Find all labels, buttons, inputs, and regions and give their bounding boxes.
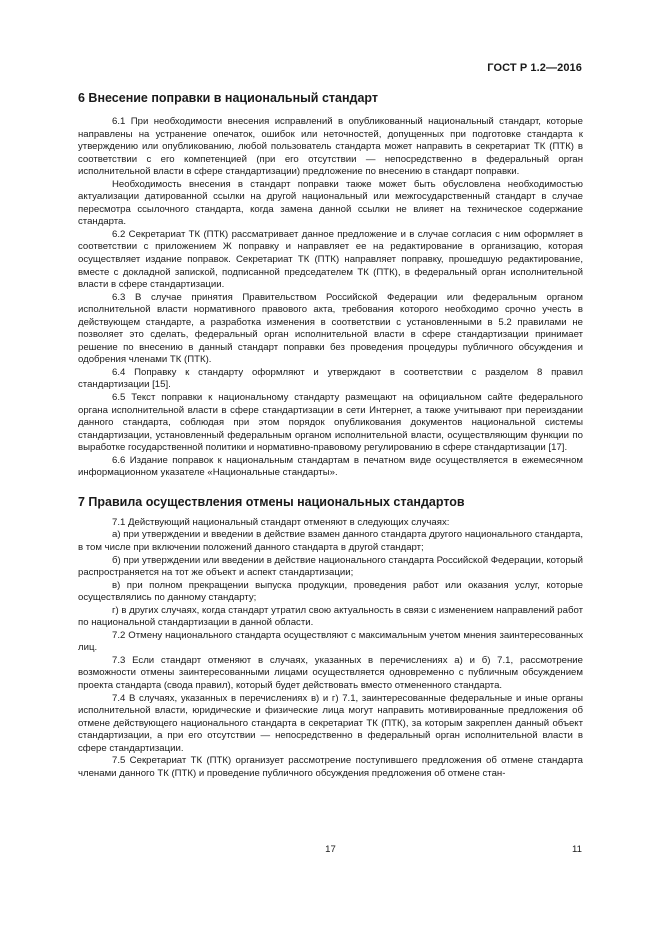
list-item: в) при полном прекращении выпуска продукции, проведения работ или оказания услуг, которые осуществлялись по данному стандарту; bbox=[78, 579, 583, 604]
paragraph: 7.5 Секретариат ТК (ПТК) организует рассмотрение поступившего предложения об отмене стандарта членами данного ТК (ПТК) и проведение публичного обсуждения предложения об отмене стан- bbox=[78, 755, 583, 779]
paragraph: 6.4 Поправку к стандарту оформляют и утверждают в соответствии с разделом 8 правил стандартизации [15]. bbox=[78, 366, 583, 391]
paragraph: Необходимость внесения в стандарт поправки также может быть обусловлена необходимостью актуализации датированной ссылки на другой национальный или межгосударственный стандарт в случае пересмотра ссылочного стандарта, когда замена данной ссылки не влияет на техническое содержание стандарта. bbox=[78, 178, 583, 228]
list-item: б) при утверждении или введении в действие национального стандарта Российской Федерации, который распространяется на тот же объект и аспект стандартизации; bbox=[78, 554, 583, 579]
list-item: г) в других случаях, когда стандарт утратил свою актуальность в связи с изменением направлений работ по национальной стандартизации в данной области. bbox=[78, 604, 583, 629]
page-number-center: 17 bbox=[325, 844, 336, 855]
paragraph: 6.1 При необходимости внесения исправлений в опубликованный национальный стандарт, которые направлены на устранение опечаток, ошибок или неточностей, допущенных при подготовке стандарта к утверждению или опубликованию, любой пользователь стандарта может направить в секретариат ТК (ПТК) в соответствии с его компетенцией (при его отсутствии — непосредственно в федеральный орган исполнительной власти в сфере стандартизации) предложение по внесению в стандарт поправки. bbox=[78, 116, 583, 178]
page-number-right: 11 bbox=[572, 844, 582, 855]
document-id: ГОСТ Р 1.2—2016 bbox=[487, 62, 582, 74]
paragraph: 6.6 Издание поправок к национальным стандартам в печатном виде осуществляется в ежемесячном информационном указателе «Национальные стандарты». bbox=[78, 454, 583, 479]
section-7-body bbox=[78, 517, 583, 780]
paragraph: 6.2 Секретариат ТК (ПТК) рассматривает данное предложение и в случае согласия с ним оформляет в соответствии с приложением Ж поправку и направляет ее на редактирование в организацию, которая осуществляет издание поправок. Секретариат ТК (ПТК) направляет поправку, прошедшую редактирование, вместе с докладной запиской, подписанной председателем ТК (ПТК), в федеральный орган исполнительной власти в сфере стандартизации. bbox=[78, 228, 583, 291]
page-content bbox=[78, 90, 583, 780]
paragraph: 6.3 В случае принятия Правительством Российской Федерации или федеральным органом исполнительной власти нормативного правового акта, требования которого необходимо срочно учесть в действующем стандарте, а разработка изменения в соответствии с установленными в 5.2 правилами не позволяет это сделать, федеральный орган исполнительной власти в сфере стандартизации принимает решение по внесению в данный стандарт поправки без проведения процедуры публичного обсуждения и одобрения членами ТК (ПТК). bbox=[78, 291, 583, 366]
paragraph: 7.3 Если стандарт отменяют в случаях, указанных в перечислениях а) и б) 7.1, рассмотрение возможности отмены заинтересованными лицами осуществляется одновременно с публичным обсуждением проекта стандарта (свода правил), который будет действовать вместо отмененного стандарта. bbox=[78, 654, 583, 691]
paragraph: 7.4 В случаях, указанных в перечислениях в) и г) 7.1, заинтересованные федеральные и иные органы исполнительной власти, юридические и физические лица могут направить мотивированные предложения об отмене действующего национального стандарта в секретариат ТК (ПТК), за которым закреплен данный объект стандартизации, а при его отсутствии — непосредственно в федеральный орган исполнительной власти в сфере стандартизации. bbox=[78, 692, 583, 754]
section-7-title: 7 Правила осуществления отмены национальных стандартов bbox=[78, 494, 465, 509]
paragraph: 6.5 Текст поправки к национальному стандарту размещают на официальном сайте федерального органа исполнительной власти в сфере стандартизации в сети Интернет, а также учитывают при переиздании данного стандарта, соблюдая при этом порядок опубликования документов национальной системы стандартизации, установленный федеральным органом исполнительной власти, осуществляющим функции по выработке государственной политики и нормативно-правовому регулированию в сфере стандартизации [17]. bbox=[78, 392, 583, 454]
section-6-body bbox=[78, 116, 583, 480]
list-item: а) при утверждении и введении в действие взамен данного стандарта другого национального стандарта, в том числе при включении положений данного стандарта в другой стандарт; bbox=[78, 529, 583, 553]
paragraph: 7.1 Действующий национальный стандарт отменяют в следующих случаях: bbox=[112, 516, 450, 528]
paragraph: 7.2 Отмену национального стандарта осуществляют с максимальным учетом мнения заинтересованных лиц. bbox=[78, 629, 583, 654]
section-6-title: 6 Внесение поправки в национальный стандарт bbox=[78, 91, 378, 105]
